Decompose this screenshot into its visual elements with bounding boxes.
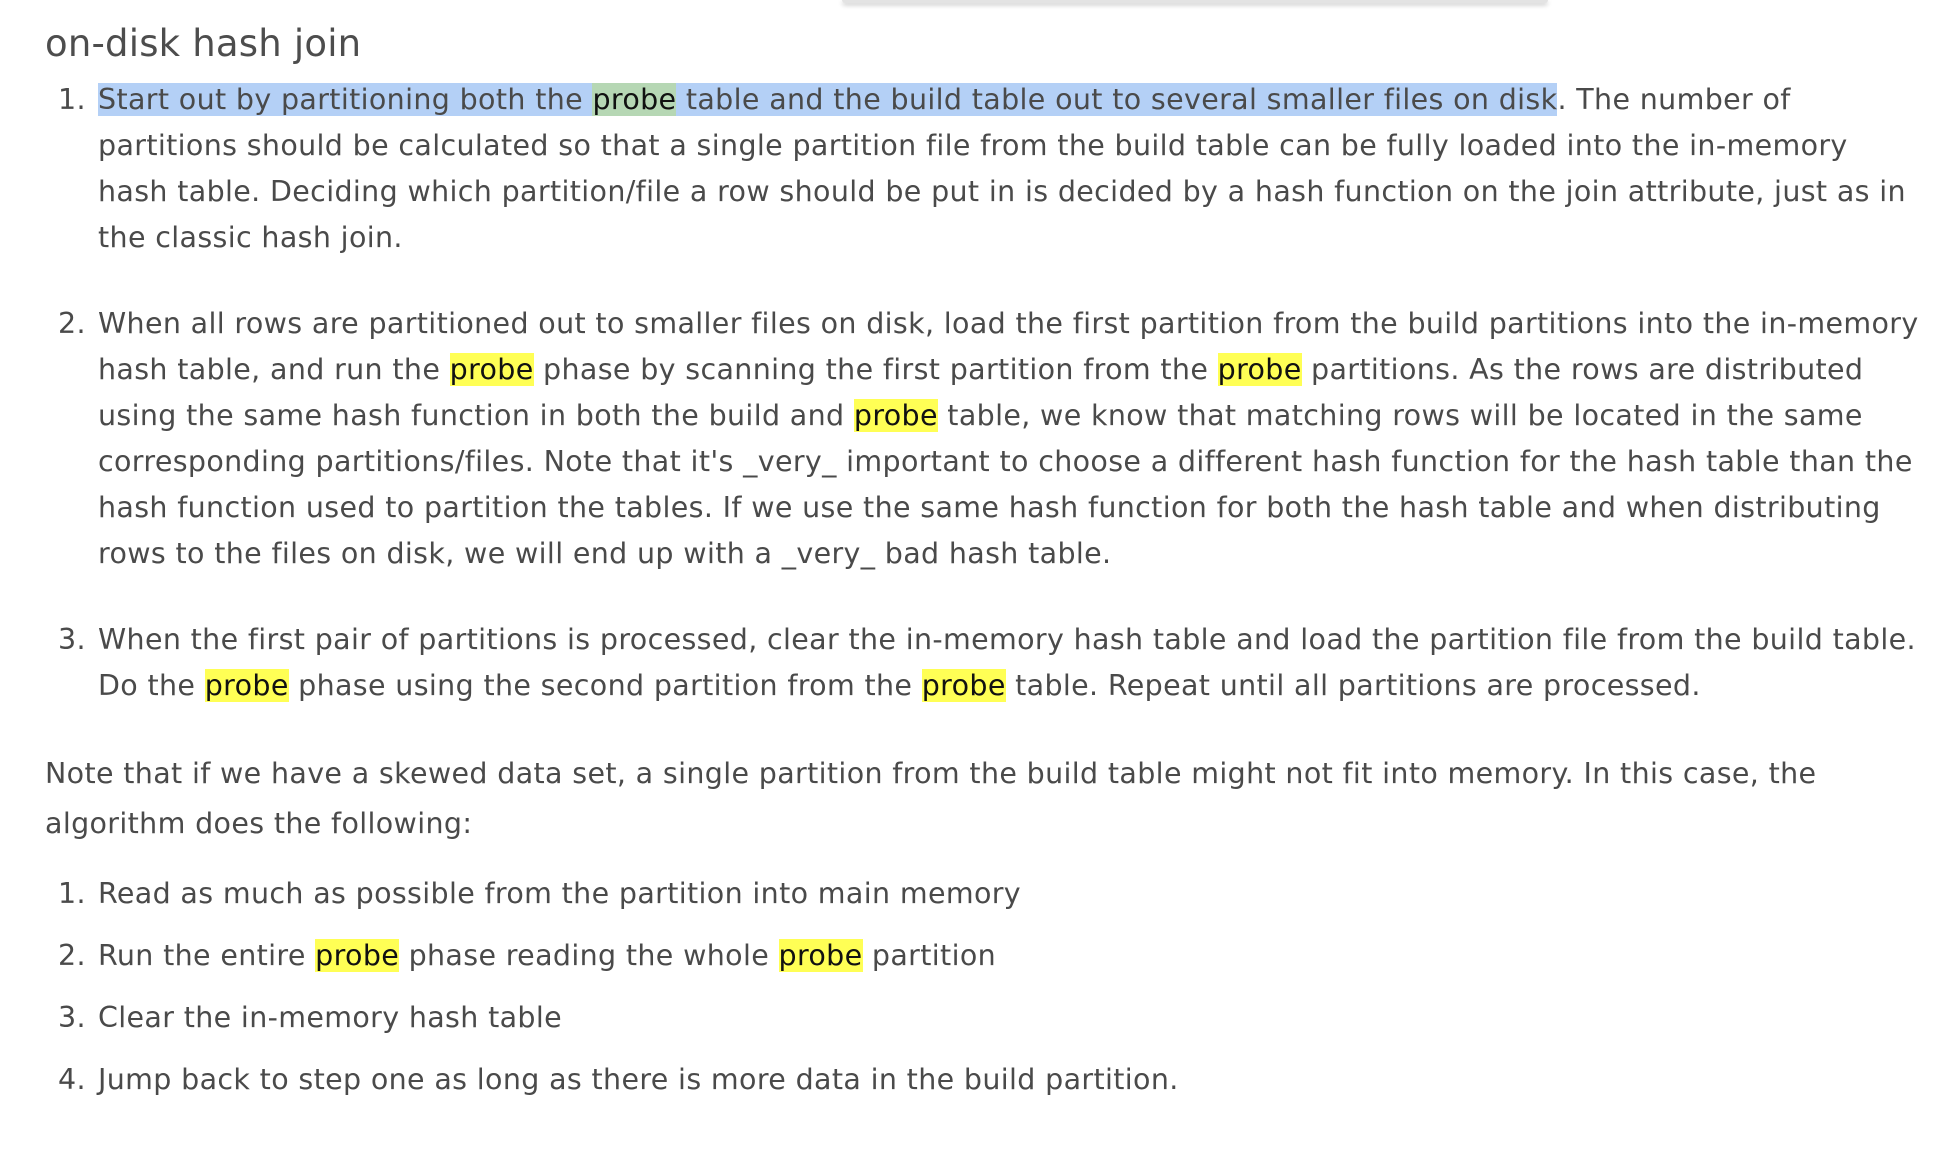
list-number: 3. <box>58 1001 86 1034</box>
search-highlight: probe <box>204 669 289 702</box>
note-paragraph: Note that if we have a skewed data set, a single partition from the build table might not fit into memory. In this case, the algorithm does the following: <box>45 757 1817 840</box>
list-item: 2. When all rows are partitioned out to smaller files on disk, load the first partition from the build partitions into the in-memory hash table, and run the probe phase by scanning the first partition from the probe partitions. As the rows are distributed using the same hash function in both the build and probe table, we know that matching rows will be located in the same corresponding partitions/files. Note that it's _very_ important to choose a different hash function for the hash table than the hash function used to partition the tables. If we use the same hash function for both the hash table and when distributing rows to the files on disk, we will end up with a _very_ bad hash table. <box>45 301 1925 577</box>
step-text: . The number of partitions should be calculated so that a single partition file from the build table can be fully loaded into the in-memory hash table. Deciding which partition/file a row should be put in is decided by a hash function on the join attribute, just as in the classic hash join. <box>98 83 1906 254</box>
search-highlight: probe <box>921 669 1006 702</box>
list-number: 3. <box>58 623 86 656</box>
selected-text[interactable]: Start out by partitioning both the probe table and the build table out to several smaller files on disk <box>98 83 1558 116</box>
list-item: 2. Run the entire probe phase reading the whole probe partition <box>45 933 1925 979</box>
article-content <box>45 22 1925 1119</box>
search-highlight: probe <box>853 399 938 432</box>
list-number: 2. <box>58 307 86 340</box>
popover-edge <box>842 0 1548 3</box>
list-number: 2. <box>58 939 86 972</box>
sub-steps-list <box>45 871 1925 1103</box>
search-highlight: probe <box>449 353 534 386</box>
list-item: 4. Jump back to step one as long as there is more data in the build partition. <box>45 1057 1925 1103</box>
list-number: 1. <box>58 83 86 116</box>
search-highlight: probe <box>1217 353 1302 386</box>
list-number: 4. <box>58 1063 86 1096</box>
main-steps-list <box>45 77 1925 709</box>
search-highlight-current: probe <box>592 83 677 116</box>
search-highlight: probe <box>778 939 863 972</box>
section-heading: on-disk hash join <box>45 22 362 65</box>
list-item: 3. When the first pair of partitions is processed, clear the in-memory hash table and load the partition file from the build table. Do the probe phase using the second partition from the probe table. Repeat until all partitions are processed. <box>45 617 1925 709</box>
list-number: 1. <box>58 877 86 910</box>
list-item <box>45 77 1925 261</box>
list-item: 3. Clear the in-memory hash table <box>45 995 1925 1041</box>
list-item: 1. Read as much as possible from the partition into main memory <box>45 871 1925 917</box>
search-highlight: probe <box>315 939 400 972</box>
